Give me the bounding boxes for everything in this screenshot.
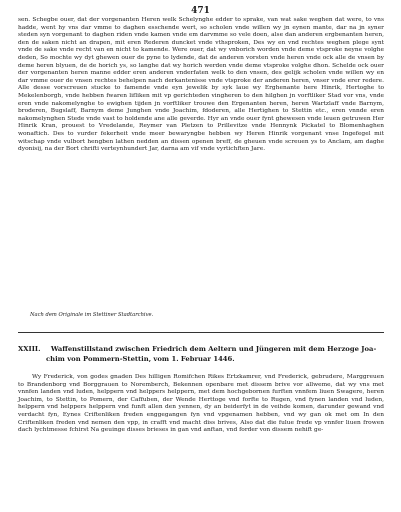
- body-paragraph: Wy Frederick, von godes gnaden Des hilligen Romifchen Rikes Ertzkamrer, vnd Frederick, gebrudere, Marggreuen to Brandenborg vnd Borggrauen to Noremberch, Bekennen openbare met dissem brive vor allweme, dat wy vns met vnnfen landen vnd luden, helppern vnd helppers helppern, met dem hochgebornen furften vnnfem liuen Swagere, heren Joachim, to Stettin, to Pomern, der Caffuben, der Wende Herttoge vnd forfte to Rugen, vnd fynen landen vnd luden, helppern vnd helppers helppern vnd funft allen den yennen, dy an beiderfyt in de veihde komen, darunder gewand vnd verdacht fyn, Eynes Criftenliken freden enggegangen fyn vnd vpgenamen hebben, vnd wy gan ok met om In den Criftenliken freden vnd nemen den vpp, in crafft vnd macht diss brives, Also dat die fulue frede vp vnnfer liuen frowen dach lychtmesse fchirst Na geuinge disses brieses in gan vnd anftan, vnd forder von dissem nehift ge-: [18, 374, 384, 434]
- section-divider: [18, 332, 384, 333]
- document-body-first: sen. Schegbe ouer, dat der vorgenanten Heren welk Schelynghe edder to sprake, van wat sake weghen dat were, to vns hadde, went hy vns dar vmme to daghen esschende wert, so scholen vnde willen wy jn eynen mante, dar na jn syner steden syn vorgenant to daghen riden vnde kamen vnde em darvmme so vele doen, alse dan anderen ergbenanten heren, den de saken nicht an drapen, mit eren Rederen duncket vnde vthsproken, Des wy en vnd rechtes weghen plege synt vnde de sake vnde recht van en nicht to kamende. Were ouer, dat wy vnborich worden vnde deme vtsproke neyne volghe deden, So mochte wy dyt ghewen ouer de pyne to lydende, dat de anderen vorsten vnde heren vnde ock alle de vnsen by deme heren blyuen, de de horich ys, so langhe dat wy horich werden vnde deme vtsproke volghe dhon. Schelde ock ouer der vorgenanten heren manne edder eren anderen vnderfaten welk to den vnsen, des gelijk scholen vnde willen wy en dar vmme ouer de vnsen rechtes behelpen nach derkantenisse vnde vtsproke der anderen heren, vnser vnde erer redere. Alle desse vorscreuen stucke to famende vnde eyn jewelik by syk laue wy Erghenante here Hinrik, Hertoghe to Mekelenborgh, vnde hebben fwaren lifliken mit vp gerichteden vingheren to den hilghen jn vorftliker Stad vor vns, vnde eren vnde nakomelynghe to ewighen tijden jn vorftliker trouwe den Ergenanten heren, heren Wartzlaff vnde Barnym, broderen, Bugslaff, Barnym deme Junghen vnde Joachim, fdoderen, alle Hertighen to Stettin etc., eren vnnde eren nakomelynghen Stede vnde vast to holdende ane alle geverde. Hyr an vnde ouer fynt ghewesen vnde leuen getruwen Her Hinrik Kran, prouest to Vredelande, Reymer van Pletzen to Prillevitze vnde Hennynk Pickatel to Blomenhaghen wonaftich. Des to vurder fekerheit vnde meer bewaryngbe hebben wy Heren Hinrik vorgenant vnse Ingefegel mit witschap vnde vulbort hengben lathen nedden an dissen openen breff, de gheuen vnde screuen ys to Anclam, am daghe dyonisij, na der Bort chrifti verteynhundert Jar, darna am vif vnde vyrtichften Jare.: [18, 17, 384, 153]
- document-body-second: [18, 374, 384, 435]
- section-heading: [18, 345, 384, 365]
- source-note: Nach dem Originale im Stettiner Stadtarchive.: [30, 312, 154, 318]
- section-number: XXIII.: [18, 345, 41, 353]
- page-number: 471: [191, 6, 210, 16]
- section-title-line1: Waffenstillstand zwischen Friedrich dem Aeltern und Jüngeren mit dem Herzoge Joa-: [50, 345, 377, 353]
- section-title-line2: chim von Pommern-Stettin, vom 1. Februar 1446.: [46, 354, 235, 363]
